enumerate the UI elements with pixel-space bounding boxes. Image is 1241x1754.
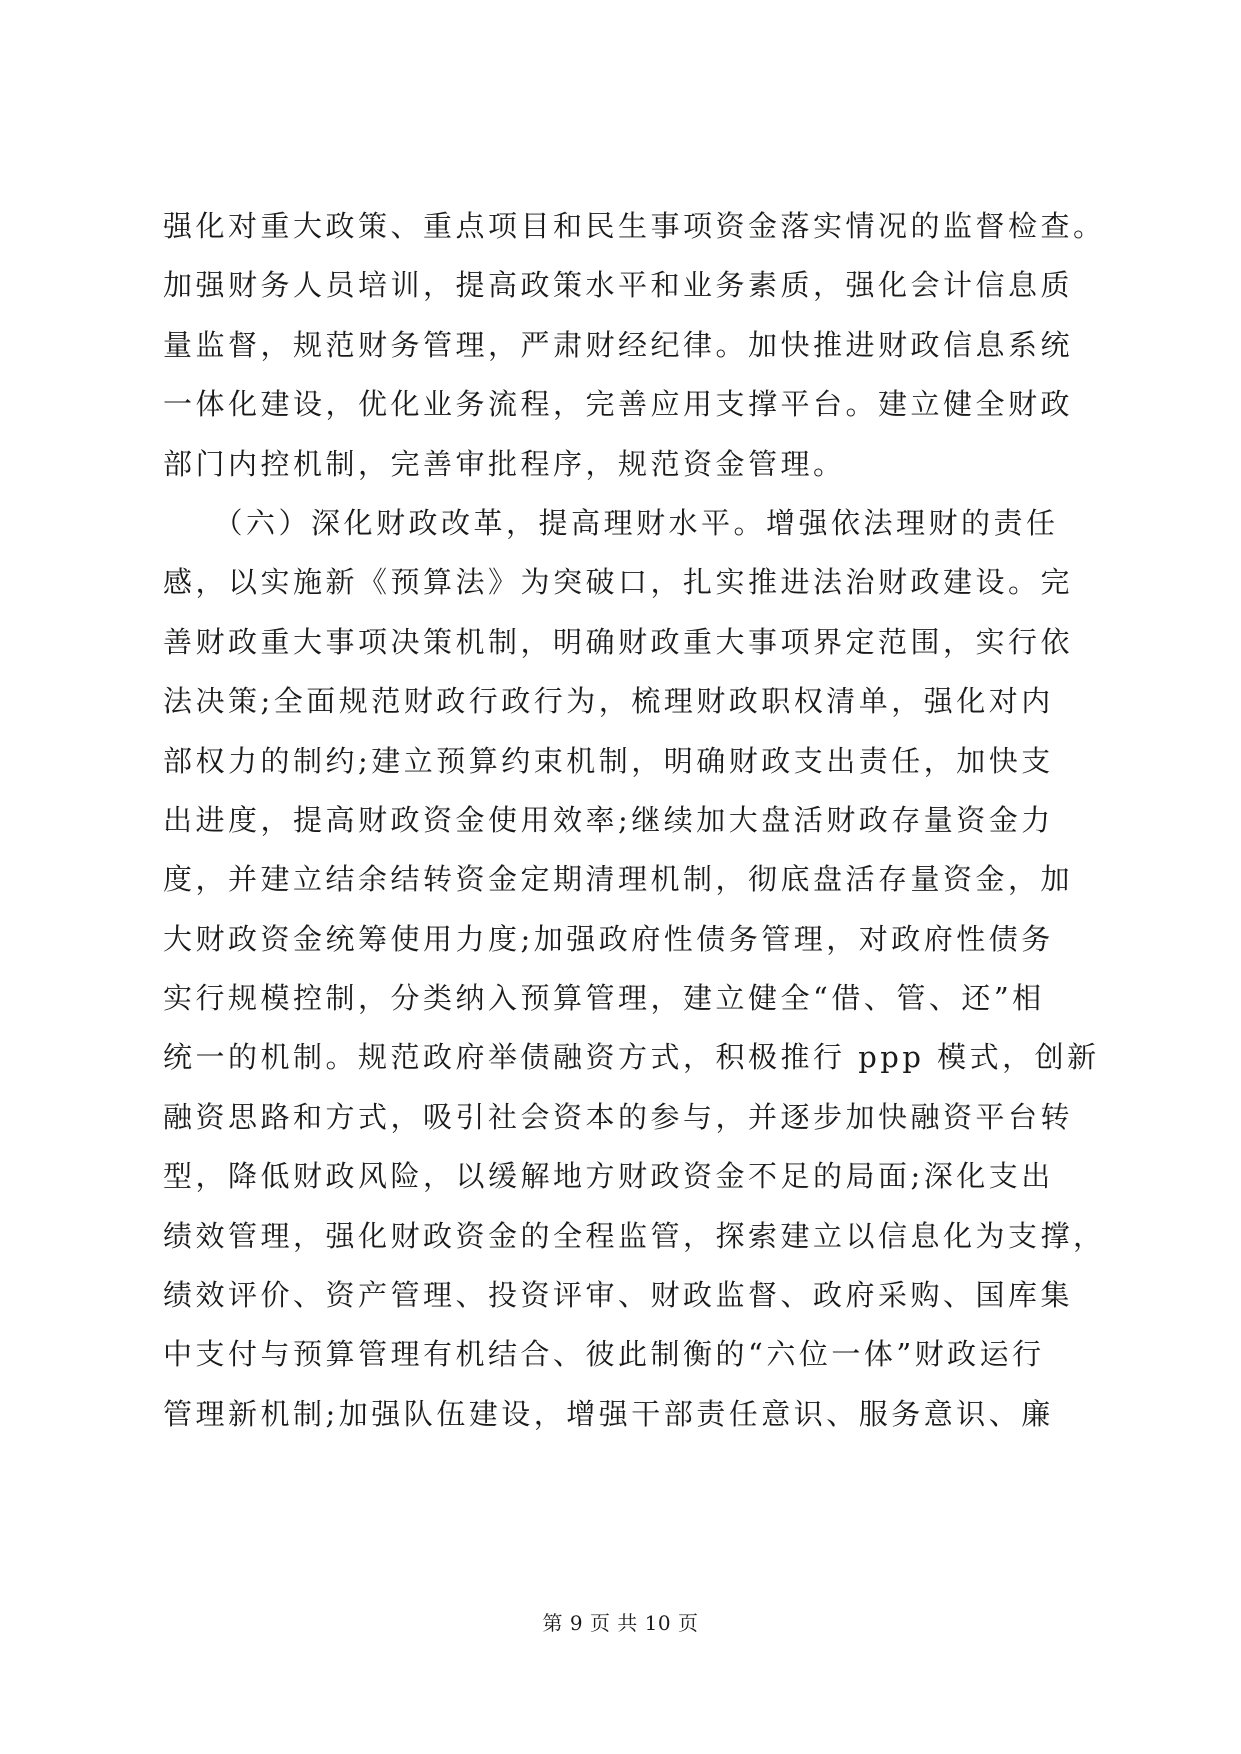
text-line: 管理新机制;加强队伍建设，增强干部责任意识、服务意识、廉 [163, 1396, 1054, 1431]
body-text [163, 197, 1106, 1444]
text-line: 出进度，提高财政资金使用效率;继续加大盘活财政存量资金力 [163, 802, 1054, 837]
text-line: 善财政重大事项决策机制，明确财政重大事项界定范围，实行依 [163, 624, 1074, 659]
text-line: 统一的机制。规范政府举债融资方式，积极推行 ppp 模式，创新 [163, 1040, 1100, 1075]
text-line: 实行规模控制，分类纳入预算管理，建立健全“借、管、还”相 [163, 981, 1045, 1016]
text-line: 绩效管理，强化财政资金的全程监管，探索建立以信息化为支撑， [163, 1218, 1106, 1253]
text-line: （六）深化财政改革，提高理财水平。增强依法理财的责任 [163, 505, 1059, 540]
text-line: 绩效评价、资产管理、投资评审、财政监督、政府采购、国库集 [163, 1278, 1074, 1313]
page-number-footer: 第 9 页 共 10 页 [542, 1611, 699, 1635]
text-line: 法决策;全面规范财政行政行为，梳理财政职权清单，强化对内 [163, 684, 1054, 719]
text-line: 强化对重大政策、重点项目和民生事项资金落实情况的监督检查。 [163, 209, 1106, 243]
text-line: 型，降低财政风险，以缓解地方财政资金不足的局面;深化支出 [163, 1159, 1054, 1194]
text-line: 部权力的制约;建立预算约束机制，明确财政支出责任，加快支 [163, 743, 1054, 778]
text-line: 加强财务人员培训，提高政策水平和业务素质，强化会计信息质 [163, 268, 1074, 303]
text-line: 度，并建立结余结转资金定期清理机制，彻底盘活存量资金，加 [163, 862, 1074, 897]
text-line: 量监督，规范财务管理，严肃财经纪律。加快推进财政信息系统 [163, 327, 1074, 362]
text-line: 感，以实施新《预算法》为突破口，扎实推进法治财政建设。完 [163, 565, 1074, 600]
text-line: 大财政资金统筹使用力度;加强政府性债务管理，对政府性债务 [163, 921, 1054, 956]
text-line: 中支付与预算管理有机结合、彼此制衡的“六位一体”财政运行 [163, 1337, 1045, 1372]
text-line: 一体化建设，优化业务流程，完善应用支撑平台。建立健全财政 [163, 387, 1074, 422]
text-line: 融资思路和方式，吸引社会资本的参与，并逐步加快融资平台转 [163, 1099, 1074, 1134]
text-line: 部门内控机制，完善审批程序，规范资金管理。 [163, 446, 846, 481]
